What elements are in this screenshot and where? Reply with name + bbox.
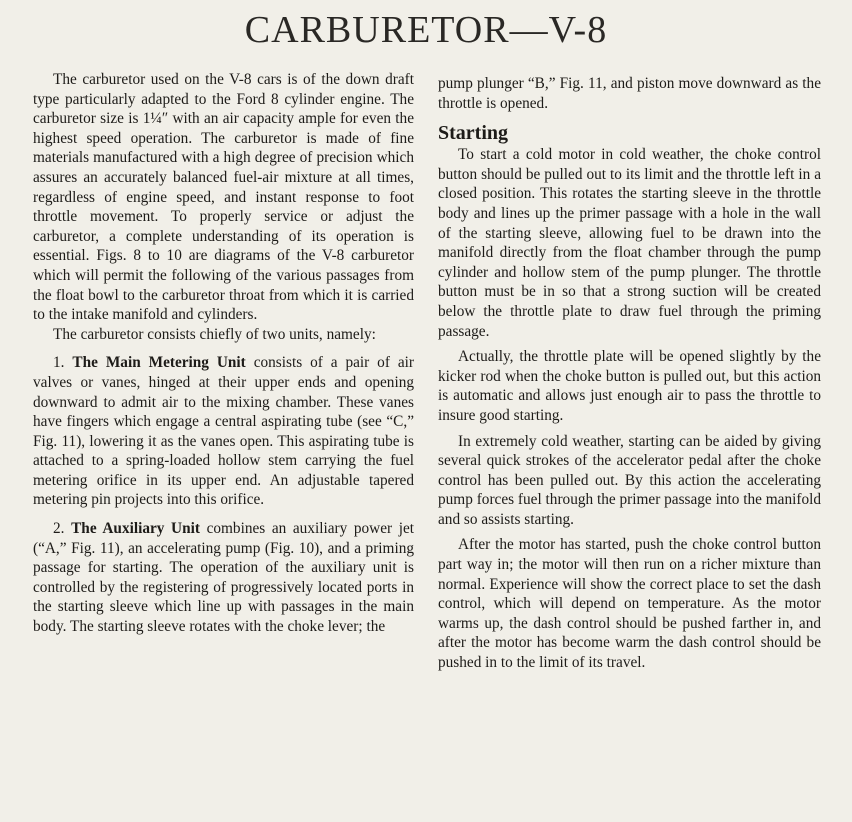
- starting-paragraph-2: Actually, the throttle plate will be opened slightly by the kicker rod when the choke button is pulled out, but this action is automatic and allows just enough air to pass the throttle to insure good starting.: [438, 348, 821, 424]
- main-metering-unit-paragraph: [33, 353, 414, 510]
- unit2-text: combines an auxiliary power jet (“A,” Fig. 11), an accelerating pump (Fig. 10), and a priming passage for starting. The operation of the auxiliary unit is controlled by the registering of progressively located ports in the starting sleeve which line up with passages in the main body. The starting sleeve rotates with the choke lever; the: [33, 520, 415, 636]
- intro-paragraph: The carburetor used on the V-8 cars is of the down draft type particularly adapted to the Ford 8 cylinder engine. The carburetor size is 1¼″ with an air capacity ample for even the highest speed operation. The carburetor is made of fine materials manufactured with a high degree of precision which assures an accurately balanced fuel-air mixture at all times, regardless of engine speed, and instant response to foot throttle movement. To properly service or adjust the carburetor, a complete understanding of its operation is essential. Figs. 8 to 10 are diagrams of the V-8 carburetor which will permit the following of the various passages from the float bowl to the carburetor throat from which it is carried to the intake manifold and cylinders.: [33, 71, 414, 324]
- continued-paragraph: pump plunger “B,” Fig. 11, and piston move downward as the throttle is opened.: [438, 75, 821, 112]
- unit1-number: 1.: [53, 354, 65, 372]
- left-column: [33, 70, 414, 637]
- starting-heading: Starting: [438, 122, 508, 145]
- right-column: [438, 74, 821, 673]
- auxiliary-unit-paragraph: [33, 519, 414, 637]
- starting-paragraph-3: In extremely cold weather, starting can be aided by giving several quick strokes of the accelerator pedal after the choke control has been pulled out. By this action the accelerating pump forces fuel through the primer passage into the manifold and so assists starting.: [438, 432, 821, 528]
- unit1-heading: The Main Metering Unit: [72, 354, 246, 372]
- unit1-text: consists of a pair of air valves or vanes, hinged at their upper ends and opening downward to admit air to the mixing chamber. These vanes have fingers which engage a central aspirating tube (see “C,” Fig. 11), lowering it as the vanes open. This aspirating tube is attached to a spring-loaded hollow stem carrying the fuel metering orifice in its upper end. An adjustable tapered metering pin projects into this orifice.: [33, 354, 414, 509]
- units-intro-paragraph: The carburetor consists chiefly of two units, namely:: [53, 325, 376, 343]
- starting-paragraph-4: After the motor has started, push the choke control button part way in; the motor will then run on a richer mixture than normal. Experience will show the correct place to set the dash control, which will depend on temperature. As the motor warms up, the dash control should be pushed farther in, and after the motor has become warm the dash control should be pushed in to the limit of its travel.: [438, 536, 821, 672]
- page-title: CARBURETOR—V-8: [244, 9, 608, 51]
- unit2-heading: The Auxiliary Unit: [71, 520, 200, 538]
- unit2-number: 2.: [53, 520, 65, 538]
- starting-paragraph-1: To start a cold motor in cold weather, the choke control button should be pulled out to its limit and the throttle left in a closed position. This rotates the starting sleeve in the throttle body and lines up the primer passage with a hole in the wall of the starting sleeve, allowing fuel to be drawn into the manifold directly from the float chamber through the pump cylinder and hollow stem of the pump plunger. The throttle button must be in so that a strong suction will be created below the throttle plate to draw fuel through the priming passage.: [438, 146, 821, 340]
